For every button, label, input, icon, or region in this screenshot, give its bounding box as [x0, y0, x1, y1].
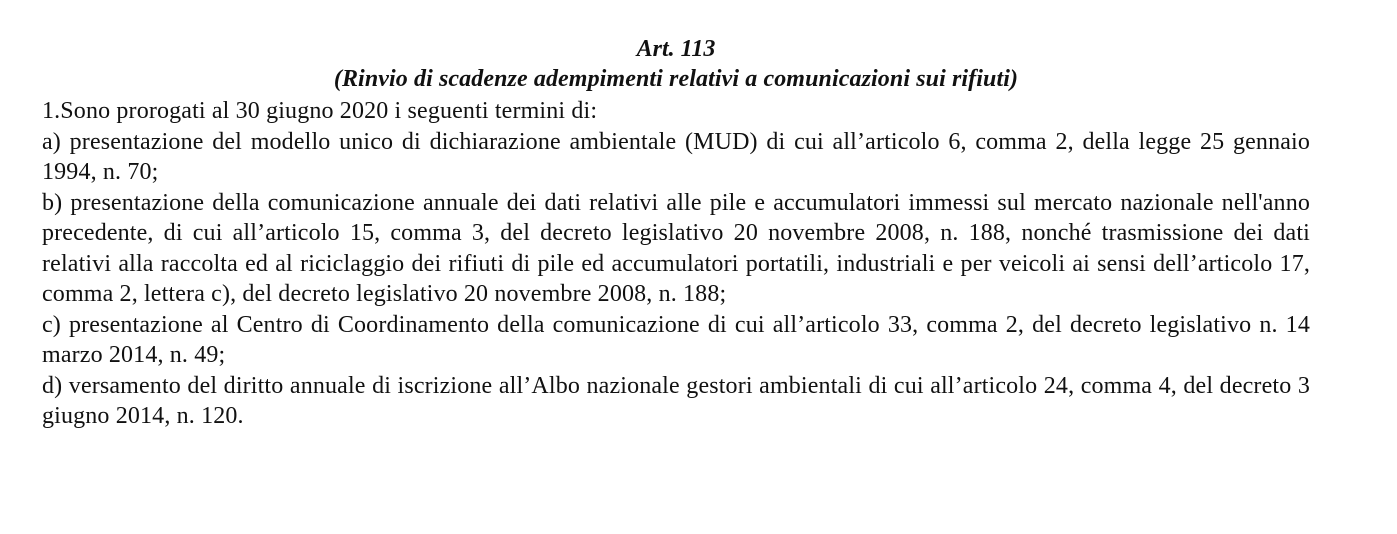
item-a: a) presentazione del modello unico di dichiarazione ambientale (MUD) di cui all’articolo 6, comma 2, della legge 25 gennaio 1994, n. 70;	[42, 128, 1310, 185]
item-b: b) presentazione della comunicazione annuale dei dati relativi alle pile e accumulatori immessi sul mercato nazionale nell'anno precedente, di cui all’articolo 15, comma 3, del decreto legislativo 20 novembre 2008, n. 188, nonché trasmissione dei dati relativi alla raccolta ed al riciclaggio dei rifiuti di pile ed accumulatori portatili, industriali e per veicoli ai sensi dell’articolo 17, comma 2, lettera c), del decreto legislativo 20 novembre 2008, n. 188;	[42, 189, 1310, 307]
item-d: d) versamento del diritto annuale di iscrizione all’Albo nazionale gestori ambientali di cui all’articolo 24, comma 4, del decreto 3 giugno 2014, n. 120.	[42, 372, 1310, 429]
article-title: Art. 113	[636, 36, 716, 62]
document-page	[42, 34, 1310, 432]
article-subtitle: (Rinvio di scadenze adempimenti relativi a comunicazioni sui rifiuti)	[333, 66, 1019, 92]
item-c: c) presentazione al Centro di Coordinamento della comunicazione di cui all’articolo 33, comma 2, del decreto legislativo n. 14 marzo 2014, n. 49;	[42, 311, 1310, 368]
article-intro: 1.Sono prorogati al 30 giugno 2020 i seguenti termini di:	[42, 98, 598, 124]
